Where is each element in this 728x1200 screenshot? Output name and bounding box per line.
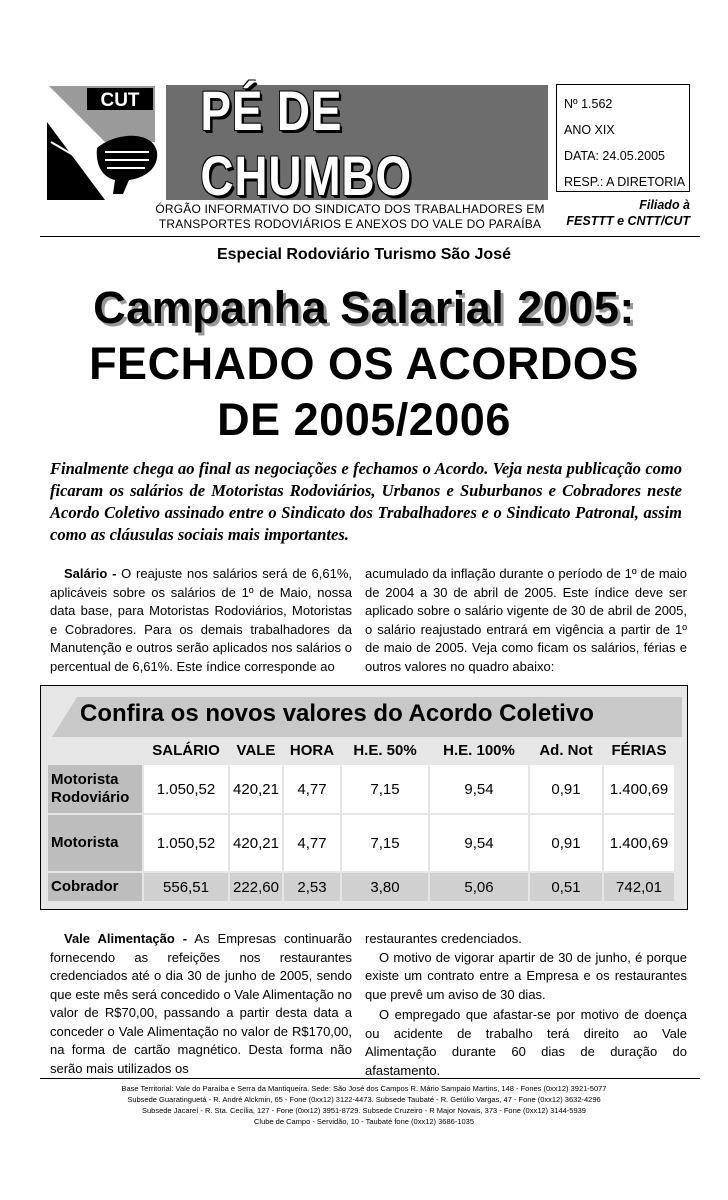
table-header: H.E. 100% xyxy=(429,737,529,764)
values-table xyxy=(46,737,676,903)
table-header: FÉRIAS xyxy=(603,737,675,764)
vale-label: Vale Alimentação - xyxy=(64,931,188,946)
table-cell: 0,91 xyxy=(529,764,603,814)
row-label: Cobrador xyxy=(47,872,143,902)
table-cell: 9,54 xyxy=(429,764,529,814)
table-cell: 0,91 xyxy=(529,814,603,872)
newspaper-title-box xyxy=(166,78,548,207)
vale-paragraph-col1 xyxy=(50,930,352,1078)
org-line-2: TRANSPORTES RODOVIÁRIOS E ANEXOS DO VALE DO PARAÍBA xyxy=(158,217,542,231)
affiliation-line-2: FESTTT e CNTT/CUT xyxy=(566,214,690,228)
table-cell: 1.400,69 xyxy=(603,814,675,872)
table-row xyxy=(47,872,675,902)
headline-line-2: FECHADO OS ACORDOS xyxy=(89,338,639,389)
row-label: Motorista xyxy=(47,814,143,872)
masthead-divider xyxy=(40,236,700,237)
vale-col2-paragraph-3: O empregado que afastar-se por motivo de doença ou acidente de trabalho terá direito ao Vale Alimentação durante 60 dias de duração do afastamento. xyxy=(365,1007,687,1078)
table-cell: 742,01 xyxy=(603,872,675,902)
salario-text-col1: O reajuste nos salários será de 6,61%, aplicáveis sobre os salários de 1º de Maio, nossa data base, para Motoristas Rodoviários, Motoristas e Cobradores. Para os demais trabalhadores da Manutenção e outros serão aplicados nos salários o percentual de 6,61%. Este índice corresponde ao xyxy=(50,566,353,674)
issue-responsible: RESP.: A DIRETORIA xyxy=(564,175,686,189)
affiliation-line-1: Filiado à xyxy=(639,198,690,212)
footer-divider xyxy=(40,1078,700,1079)
table-cell: 5,06 xyxy=(429,872,529,902)
table-row xyxy=(47,814,675,872)
issue-year: ANO XIX xyxy=(564,123,615,137)
table-cell: 4,77 xyxy=(283,814,341,872)
headline-line-3: DE 2005/2006 xyxy=(217,394,511,445)
issue-date: DATA: 24.05.2005 xyxy=(564,149,665,163)
headline-line-1: Campanha Salarial 2005: xyxy=(93,282,635,333)
table-cell: 4,77 xyxy=(283,764,341,814)
footer-line-2: Subsede Guaratinguetá - R. André Alckmin, 65 - Fone (0xx12) 3122-4473. Subsede Taubaté - R. Getúlio Vargas, 47 - Fone (0xx12) 3632-4296 xyxy=(127,1095,601,1104)
table-cell: 3,80 xyxy=(341,872,429,902)
vale-col2 xyxy=(365,930,687,1080)
table-cell: 9,54 xyxy=(429,814,529,872)
table-cell: 556,51 xyxy=(143,872,229,902)
values-table-title: Confira os novos valores do Acordo Coletivo xyxy=(80,700,594,727)
table-cell: 0,51 xyxy=(529,872,603,902)
issue-info-box xyxy=(556,84,690,192)
salario-text-col2: acumulado da inflação durante o período de 1º de maio de 2004 a 30 de abril de 2005. Este índice deve ser aplicado sobre o salário vigente de 30 de abril de 2005, o salário reajustado entrará em vigência a partir de 1º de maio de 2005. Veja como ficam os salários, férias e outros valores no quadro abaixo: xyxy=(365,566,687,674)
table-header-blank xyxy=(47,737,143,764)
salario-label: Salário - xyxy=(64,566,117,581)
vale-col2-paragraph-1: restaurantes credenciados. xyxy=(365,931,522,946)
table-cell: 420,21 xyxy=(229,814,283,872)
footer-line-3: Subsede Jacareí - R. Sta. Cecília, 127 - Fone (0xx12) 3951-8729. Subsede Cruzeiro - R Major Novais, 373 - Fone (0xx12) 3144-5939 xyxy=(142,1106,586,1115)
row-label: Motorista Rodoviário xyxy=(47,764,143,814)
table-header: SALÁRIO xyxy=(143,737,229,764)
table-header: H.E. 50% xyxy=(341,737,429,764)
vale-col2-paragraph-2: O motivo de vigorar apartir de 30 de junho, é porque existe um contrato entre a Empresa e os restaurantes que prevê um aviso de 30 dias. xyxy=(365,949,687,1002)
table-header-row xyxy=(47,737,675,764)
cut-logo-text: CUT xyxy=(100,90,140,111)
footer-line-4: Clube de Campo - Servidão, 10 - Taubaté fone (0xx12) 3686-1035 xyxy=(253,1117,474,1126)
lead-paragraph: Finalmente chega ao final as negociações e fechamos o Acordo. Veja nesta publicação como ficaram os salários de Motoristas Rodoviários, Urbanos e Suburbanos e Cobradores neste Acordo Coletivo assinado entre o Sindicato dos Trabalhadores e o Sindicato Patronal, assim como as cláusulas sociais mais importantes. xyxy=(50,459,682,544)
table-row xyxy=(47,764,675,814)
footer xyxy=(40,1083,688,1127)
newspaper-title: PÉ DE CHUMBO xyxy=(200,78,412,207)
table-cell: 420,21 xyxy=(229,764,283,814)
special-edition-label: Especial Rodoviário Turismo São José xyxy=(216,246,511,263)
vale-text-col1: As Empresas continuarão fornecendo as refeições nos restaurantes credenciados até o dia 30 de junho de 2005, sendo que este mês será concedido o Vale Alimentação no valor de R$70,00, passando a partir desta data a conceder o Vale Alimentação no valor de R$170,00, na forma de cartão magnético. Desta forma não serão mais utilizados os xyxy=(50,931,352,1076)
table-header: HORA xyxy=(283,737,341,764)
table-cell: 1.050,52 xyxy=(143,814,229,872)
cut-logo xyxy=(45,82,161,202)
table-cell: 7,15 xyxy=(341,764,429,814)
table-cell: 2,53 xyxy=(283,872,341,902)
table-cell: 7,15 xyxy=(341,814,429,872)
salario-paragraph-col1 xyxy=(50,565,352,676)
table-cell: 1.050,52 xyxy=(143,764,229,814)
table-header: VALE xyxy=(229,737,283,764)
footer-line-1: Base Territorial: Vale do Paraíba e Serra da Mantiqueira. Sede: São José dos Campos R. Mário Sampaio Martins, 148 - Fones (0xx12) 3921-5077 xyxy=(121,1084,607,1093)
table-cell: 222,60 xyxy=(229,872,283,902)
table-cell: 1.400,69 xyxy=(603,764,675,814)
org-line-1: ÓRGÃO INFORMATIVO DO SINDICATO DOS TRABALHADORES EM xyxy=(155,202,545,216)
issue-number: Nº 1.562 xyxy=(564,97,613,111)
table-header: Ad. Not xyxy=(529,737,603,764)
